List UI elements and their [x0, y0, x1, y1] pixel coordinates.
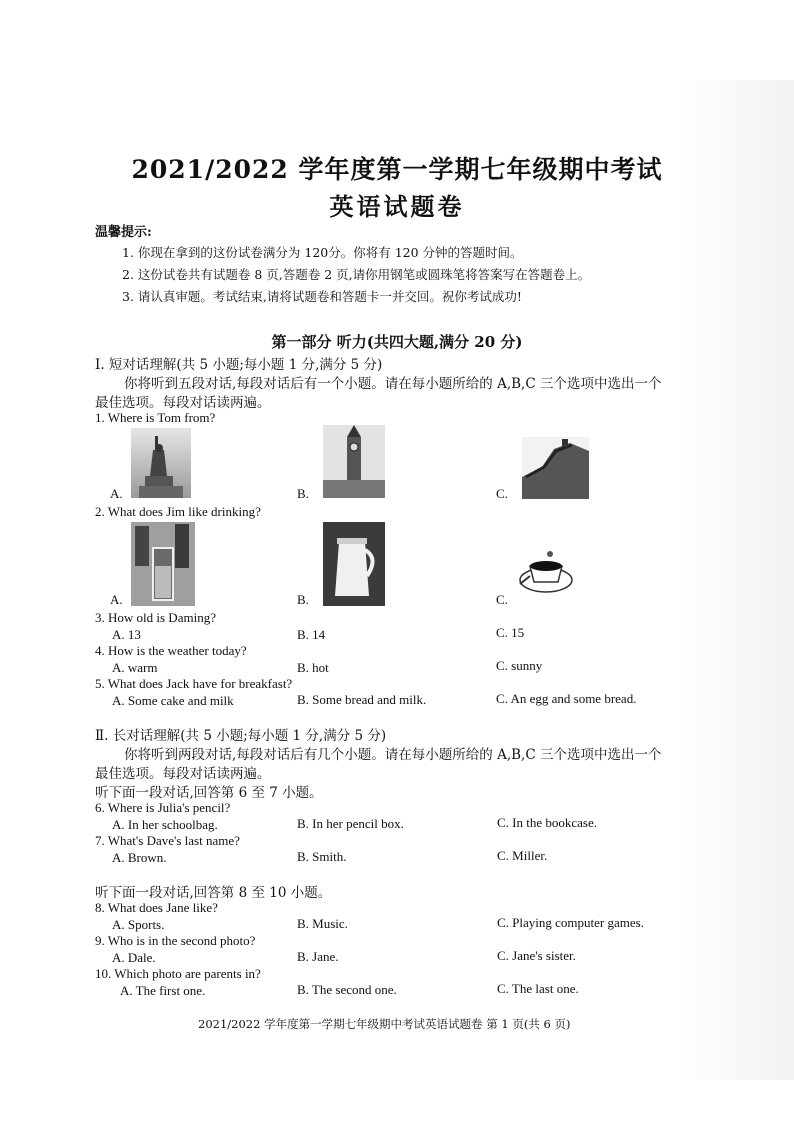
- option-a: A.: [110, 486, 123, 501]
- option-c: C. The last one.: [497, 981, 579, 996]
- tips-heading: 温馨提示:: [95, 225, 152, 240]
- group2-heading: 听下面一段对话,回答第 8 至 10 小题。: [95, 885, 332, 901]
- option-b: B. 14: [297, 627, 326, 642]
- part-heading: 第一部分 听力(共四大题,满分 20 分): [271, 333, 523, 351]
- statue-of-liberty-image: [131, 428, 191, 498]
- option-a: A. Dale.: [112, 950, 156, 965]
- section1-instruction: 你将听到五段对话,每段对话后有一个小题。请在每小题所给的 A,B,C 三个选项中选出一个: [124, 376, 662, 392]
- option-b: B. Smith.: [297, 849, 347, 864]
- question-7: 7. What's Dave's last name?: [95, 833, 240, 848]
- option-b: B.: [297, 592, 309, 607]
- question-5: 5. What does Jack have for breakfast?: [95, 676, 293, 691]
- page-footer: 2021/2022 学年度第一学期七年级期中考试英语试题卷 第 1 页(共 6 页): [198, 1017, 571, 1031]
- option-a: A. Brown.: [112, 850, 167, 865]
- option-c: C. 15: [496, 625, 525, 640]
- question-8: 8. What does Jane like?: [95, 900, 218, 915]
- option-c: C. An egg and some bread.: [496, 691, 637, 706]
- option-b: B. Music.: [297, 916, 348, 931]
- question-3: 3. How old is Daming?: [95, 610, 216, 625]
- option-c: C. sunny: [496, 658, 543, 673]
- option-a: A. In her schoolbag.: [112, 817, 218, 832]
- great-wall-image: [522, 437, 589, 499]
- exam-subtitle: 英语试题卷: [329, 192, 465, 221]
- question-4: 4. How is the weather today?: [95, 643, 247, 658]
- cup-of-coffee-image: [516, 548, 574, 596]
- option-a: A. Sports.: [112, 917, 165, 932]
- glass-of-juice-image: [131, 522, 195, 606]
- tip-item: 2. 这份试卷共有试题卷 8 页,答题卷 2 页,请你用钢笔或圆珠笔将答案写在答题卷上。: [122, 267, 591, 282]
- scan-edge-shadow: [676, 80, 794, 1080]
- big-ben-image: [323, 425, 385, 498]
- option-c: C. Playing computer games.: [497, 915, 644, 930]
- option-c: C. In the bookcase.: [497, 815, 598, 830]
- question-6: 6. Where is Julia's pencil?: [95, 800, 231, 815]
- question-10: 10. Which photo are parents in?: [95, 966, 261, 981]
- section2-instruction-cont: 最佳选项。每段对话读两遍。: [95, 766, 271, 782]
- question-1: 1. Where is Tom from?: [95, 410, 216, 425]
- option-b: B. In her pencil box.: [297, 816, 404, 831]
- option-b: B. The second one.: [297, 982, 397, 997]
- tip-item: 3. 请认真审题。考试结束,请将试题卷和答题卡一并交回。祝你考试成功!: [122, 289, 522, 304]
- exam-title: 2021/2022 学年度第一学期七年级期中考试: [131, 155, 663, 184]
- jug-of-milk-image: [323, 522, 385, 606]
- option-a: A. The first one.: [120, 983, 206, 998]
- question-9: 9. Who is in the second photo?: [95, 933, 256, 948]
- option-a: A. 13: [112, 627, 141, 642]
- option-a: A.: [110, 592, 123, 607]
- option-c: C.: [496, 486, 508, 501]
- option-b: B.: [297, 486, 309, 501]
- option-a: A. warm: [112, 660, 158, 675]
- tip-item: 1. 你现在拿到的这份试卷满分为 120分。你将有 120 分钟的答题时间。: [122, 245, 523, 260]
- option-c: C.: [496, 592, 508, 607]
- section2-heading: Ⅱ. 长对话理解(共 5 小题;每小题 1 分,满分 5 分): [95, 728, 387, 744]
- section1-instruction-cont: 最佳选项。每段对话读两遍。: [95, 395, 271, 411]
- option-c: C. Miller.: [497, 848, 548, 863]
- question-2: 2. What does Jim like drinking?: [95, 504, 261, 519]
- group1-heading: 听下面一段对话,回答第 6 至 7 小题。: [95, 785, 323, 801]
- option-b: B. hot: [297, 660, 329, 675]
- option-a: A. Some cake and milk: [112, 693, 234, 708]
- section1-heading: Ⅰ. 短对话理解(共 5 小题;每小题 1 分,满分 5 分): [95, 357, 383, 373]
- option-c: C. Jane's sister.: [497, 948, 576, 963]
- section2-instruction: 你将听到两段对话,每段对话后有几个小题。请在每小题所给的 A,B,C 三个选项中选出一个: [124, 747, 662, 763]
- option-b: B. Jane.: [297, 949, 339, 964]
- option-b: B. Some bread and milk.: [297, 692, 427, 707]
